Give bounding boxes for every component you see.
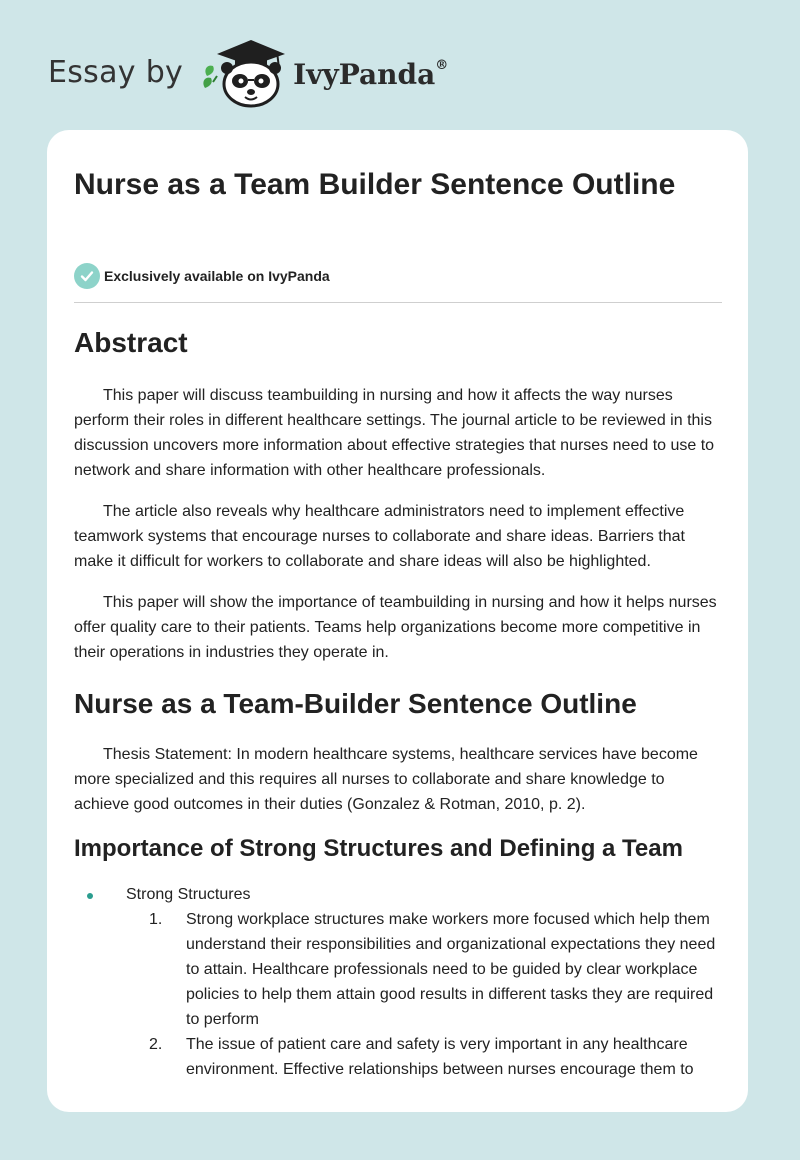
importance-heading: Importance of Strong Structures and Defining a Team <box>74 835 683 862</box>
page-title: Nurse as a Team Builder Sentence Outline <box>74 168 676 201</box>
title-divider <box>74 302 722 303</box>
abstract-heading: Abstract <box>74 327 188 358</box>
list-number: 1. <box>149 911 163 928</box>
abstract-paragraph: This paper will discuss teambuilding in nursing and how it affects the way nurses perform their roles in different healthcare settings. The journal article to be reviewed in this discussion uncovers more information about effective strategies that nurses need to use to network and share information with other healthcare professionals. <box>74 387 715 479</box>
list-number: 2. <box>149 1036 163 1053</box>
registered-mark: ® <box>435 58 449 74</box>
essay-card <box>47 130 748 1112</box>
essay-by-label: Essay by <box>48 54 184 90</box>
essay-content <box>74 326 724 1082</box>
list-item-text: The issue of patient care and safety is very important in any healthcare environment. Effective relationships between nurses encourage them to <box>186 1036 694 1078</box>
list-item <box>74 882 724 1082</box>
numbered-list <box>126 907 724 1082</box>
list-item <box>126 907 724 1032</box>
list-item-text: Strong workplace structures make workers more focused which help them understand their responsibilities and organizational expectations they need to attain. Healthcare professionals need to be guided by clear workplace policies to help them attain good results in different tasks they are required to perform <box>186 911 716 1028</box>
check-circle-icon <box>74 263 100 289</box>
abstract-paragraph: This paper will show the importance of teambuilding in nursing and how it helps nurses offer quality care to their patients. Teams help organizations become more competitive in their operations in industries they operate in. <box>74 594 717 661</box>
outline-heading: Nurse as a Team-Builder Sentence Outline <box>74 688 637 719</box>
exclusive-badge <box>74 263 330 289</box>
bullet-label: Strong Structures <box>126 886 251 903</box>
thesis-paragraph: Thesis Statement: In modern healthcare systems, healthcare services have become more specialized and this requires all nurses to collaborate and share knowledge to achieve good outcomes in their duties (Gonzalez & Rotman, 2010, p. 2). <box>74 746 698 813</box>
panda-graduate-logo-icon <box>201 36 287 108</box>
abstract-paragraph: The article also reveals why healthcare administrators need to implement effective teamwork systems that encourage nurses to collaborate and share ideas. Barriers that make it difficult for workers to collaborate and share ideas will also be highlighted. <box>74 503 685 570</box>
brand-name: IvyPanda® <box>293 57 449 91</box>
ivypanda-logo[interactable] <box>201 36 448 108</box>
bullet-icon <box>87 893 93 899</box>
list-item <box>126 1032 724 1082</box>
outline-bullet-list <box>74 882 724 1082</box>
exclusive-badge-label: Exclusively available on IvyPanda <box>104 268 330 284</box>
site-header <box>48 34 448 110</box>
